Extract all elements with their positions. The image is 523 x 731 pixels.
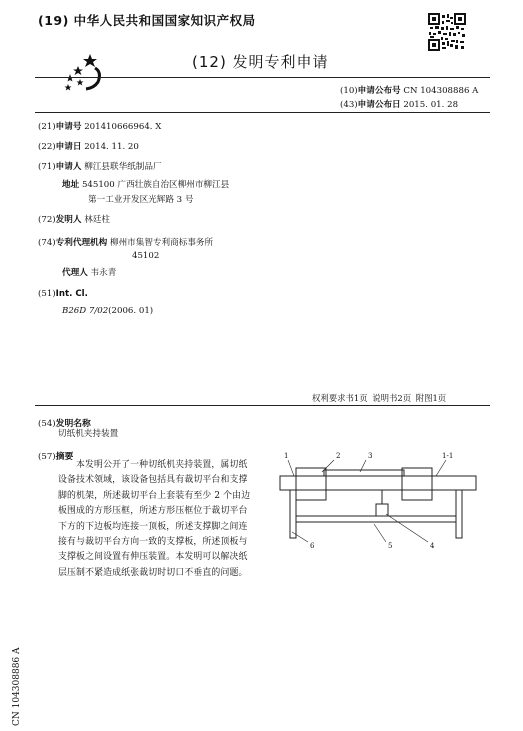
pub-no-value: CN 104308886 A [403, 86, 479, 96]
pub-date-value: 2015. 01. 28 [403, 100, 459, 110]
int-cl-value-row [62, 306, 153, 316]
intcl-label: Int. Cl. [55, 289, 88, 299]
applicant-code: (71) [38, 162, 56, 172]
figure-label: 6 [310, 542, 315, 550]
inventor-value: 林廷柱 [84, 215, 110, 225]
app-no-label: 申请号 [55, 122, 82, 132]
int-cl-row [38, 289, 88, 299]
agency-value: 柳州市集智专利商标事务所 [109, 238, 214, 248]
inventor-label: 发明人 [55, 215, 82, 225]
side-publication-number: CN 104308886 A [12, 647, 22, 726]
inventor-code: (72) [38, 215, 56, 225]
agent-row [62, 266, 116, 278]
applicant-row [38, 160, 162, 172]
app-no-value: 201410666964. X [84, 122, 162, 132]
support-leg-left [290, 490, 296, 538]
pub-date-code: (43) [340, 100, 358, 110]
abstract-rule [35, 405, 490, 406]
top-plate [324, 470, 404, 476]
title-code: (54) [38, 419, 56, 429]
app-no-code: (21) [38, 122, 56, 132]
press-frame-right [402, 468, 432, 500]
press-frame-left [296, 468, 326, 500]
agency-row [38, 236, 213, 248]
figure-label: 4 [430, 542, 435, 550]
application-number-row [38, 120, 161, 132]
abstract-line: 板围成的方形压框，所述方形压框位于裁切平台 [58, 506, 248, 517]
figure-label: 3 [368, 452, 373, 460]
abstract-line: 本发明公开了一种切纸机夹持装置，属切纸 [76, 460, 248, 470]
abstract-line: 层压制不紧造成纸张裁切时切口不垂直的问题。 [58, 567, 248, 578]
abstract-figure [278, 450, 478, 550]
application-date-row [38, 140, 139, 152]
pub-no-label: 申请公布号 [357, 86, 401, 96]
abstract-line: 支撑板之间设置有伸压装置。本发明可以解决纸 [58, 552, 248, 563]
publication-date-row [340, 98, 458, 110]
agency-label: 专利代理机构 [55, 238, 108, 248]
cnipa-logo [62, 52, 108, 92]
app-date-code: (22) [38, 142, 56, 152]
abstract-line: 脚的机架，所述裁切平台上套装有至少 2 个由边 [58, 490, 251, 501]
agency-code: (74) [38, 238, 56, 248]
pub-no-code: (10) [340, 86, 358, 96]
applicant-label: 申请人 [55, 162, 82, 172]
app-date-value: 2014. 11. 20 [84, 142, 139, 152]
issuing-office: (19) 中华人民共和国国家知识产权局 [38, 13, 256, 28]
agent-value: 韦永青 [90, 268, 117, 278]
abstract-line: 设备技术领域，该设备包括具有裁切平台和支撑 [58, 475, 248, 486]
abstract-label: 摘要 [55, 452, 74, 462]
figure-label: 1-1 [442, 452, 454, 460]
abstract-code: (57) [38, 452, 56, 462]
invention-title: 切纸机夹持装置 [58, 429, 119, 439]
address-label: 地址 [62, 180, 80, 190]
figure-label: 1 [284, 452, 289, 460]
figure-label: 2 [336, 452, 341, 460]
page-count-info: 权利要求书1页 说明书2页 附图1页 [312, 393, 447, 403]
header-rule [35, 77, 490, 78]
inventor-row [38, 213, 110, 225]
bibliographic-rule [35, 112, 490, 113]
intcl-value-code: B26D 7/02 [62, 306, 109, 316]
app-date-label: 申请日 [55, 142, 82, 152]
address-row [62, 178, 229, 190]
intcl-value-version: (2006. 01) [108, 306, 154, 316]
agency-number: 45102 [132, 251, 160, 261]
address-line1: 545100 广西壮族自治区柳州市柳江县 [81, 180, 230, 190]
support-leg-right [456, 490, 462, 538]
publication-number-row [340, 84, 478, 96]
address-line2: 第一工业开发区光辉路 3 号 [88, 195, 194, 205]
qr-code [428, 13, 466, 51]
intcl-code: (51) [38, 289, 56, 299]
figure-label: 5 [388, 542, 393, 550]
abstract-text [58, 458, 266, 581]
abstract-line: 下方的下边板均连接一顶板，所述支撑脚之间连 [58, 521, 248, 532]
agent-label: 代理人 [62, 268, 88, 278]
support-plate [296, 516, 456, 522]
cutting-platform [280, 476, 476, 490]
abstract-line: 接有与裁切平台方向一致的支撑板，所述顶板与 [58, 537, 248, 548]
pub-date-label: 申请公布日 [357, 100, 401, 110]
title-label: 发明名称 [55, 419, 91, 429]
document-type: (12) 发明专利申请 [192, 53, 329, 71]
applicant-value: 柳江县联华纸制品厂 [84, 162, 162, 172]
